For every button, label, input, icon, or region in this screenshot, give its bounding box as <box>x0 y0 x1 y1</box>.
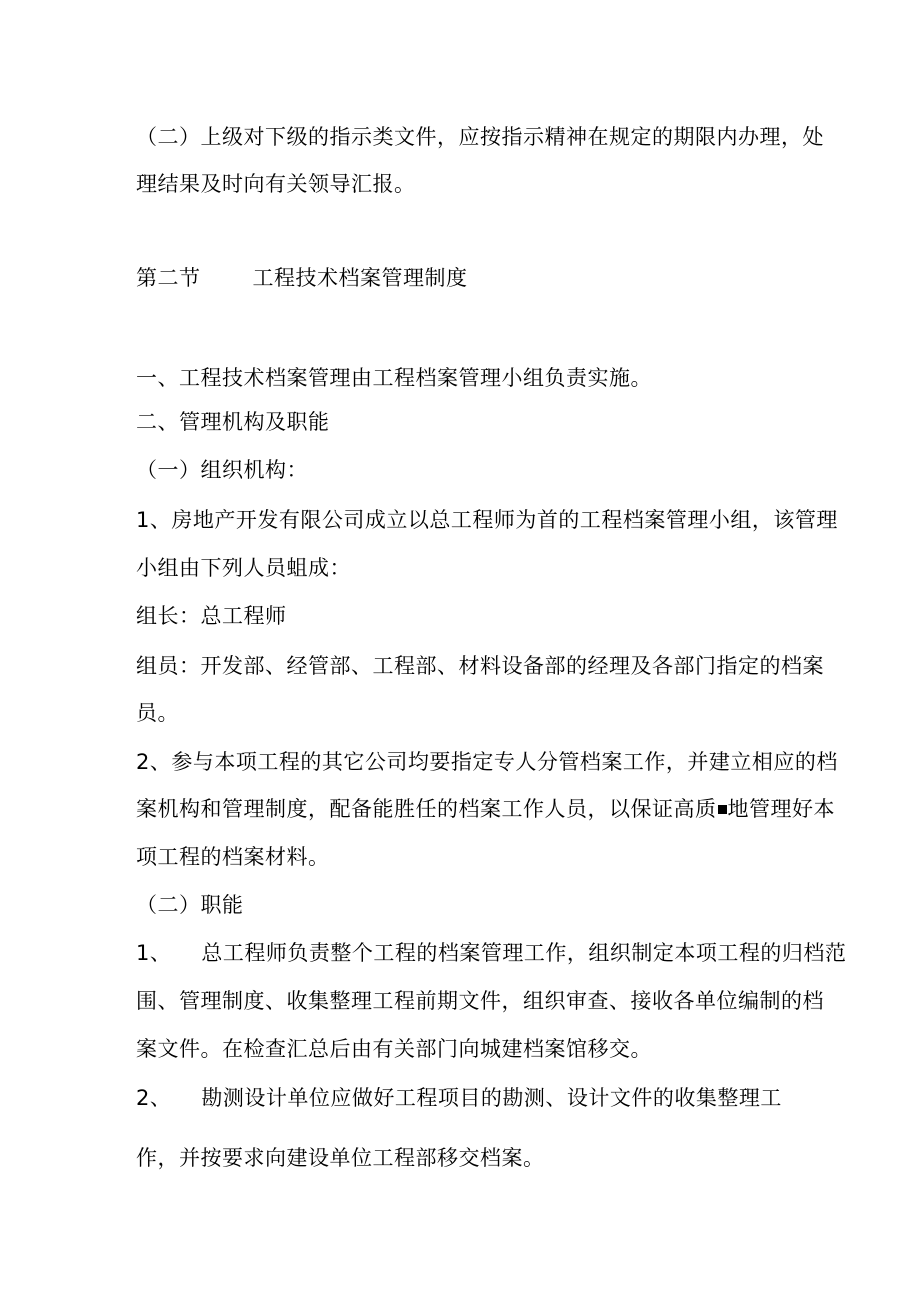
paragraph-line: 1、房地产开发有限公司成立以总工程师为首的工程档案管理小组，该管理 <box>136 508 838 532</box>
paragraph-line: 围、管理制度、收集整理工程前期文件，组织审查、接收各单位编制的档 <box>136 989 824 1013</box>
paragraph-line: 案文件。在检查汇总后由有关部门向城建档案馆移交。 <box>136 1037 652 1061</box>
paragraph-line: 员。 <box>136 701 179 725</box>
paragraph-line: 一、工程技术档案管理由工程档案管理小组负责实施。 <box>136 366 652 390</box>
item-number: 2、 <box>136 1086 172 1110</box>
line-text-before: 案机构和管理制度，配备能胜任的档案工作人员，以保证高质 <box>136 797 717 821</box>
numbered-item <box>136 1085 782 1111</box>
line-text-after: 地管理好本 <box>727 797 835 821</box>
section-heading <box>136 265 468 291</box>
paragraph-line: 组长：总工程师 <box>136 604 287 628</box>
paragraph-line: （二）职能 <box>136 893 244 917</box>
section-number: 第二节 <box>136 266 201 290</box>
paragraph-line: 理结果及时向有关领导汇报。 <box>136 172 416 196</box>
item-text: 勘测设计单位应做好工程项目的勘测、设计文件的收集整理工 <box>201 1086 782 1110</box>
paragraph-line: 项工程的档案材料。 <box>136 845 330 869</box>
paragraph-line: 组员：开发部、经管部、工程部、材料设备部的经理及各部门指定的档案 <box>136 654 824 678</box>
paragraph-line: （一）组织机构： <box>136 458 308 482</box>
item-number: 1、 <box>136 941 172 965</box>
paragraph-line: （二）上级对下级的指示类文件，应按指示精神在规定的期限内办理，处 <box>136 125 824 149</box>
numbered-item <box>136 940 846 966</box>
paragraph-line: 作，并按要求向建设单位工程部移交档案。 <box>136 1146 545 1170</box>
square-mark-icon <box>718 805 727 814</box>
section-title: 工程技术档案管理制度 <box>252 266 468 290</box>
paragraph-line: 二、管理机构及职能 <box>136 410 330 434</box>
paragraph-line: 2、参与本项工程的其它公司均要指定专人分管档案工作，并建立相应的档 <box>136 750 838 774</box>
paragraph-line <box>136 796 835 822</box>
item-text: 总工程师负责整个工程的档案管理工作，组织制定本项工程的归档范 <box>201 941 847 965</box>
paragraph-line: 小组由下列人员蛆成： <box>136 556 351 580</box>
